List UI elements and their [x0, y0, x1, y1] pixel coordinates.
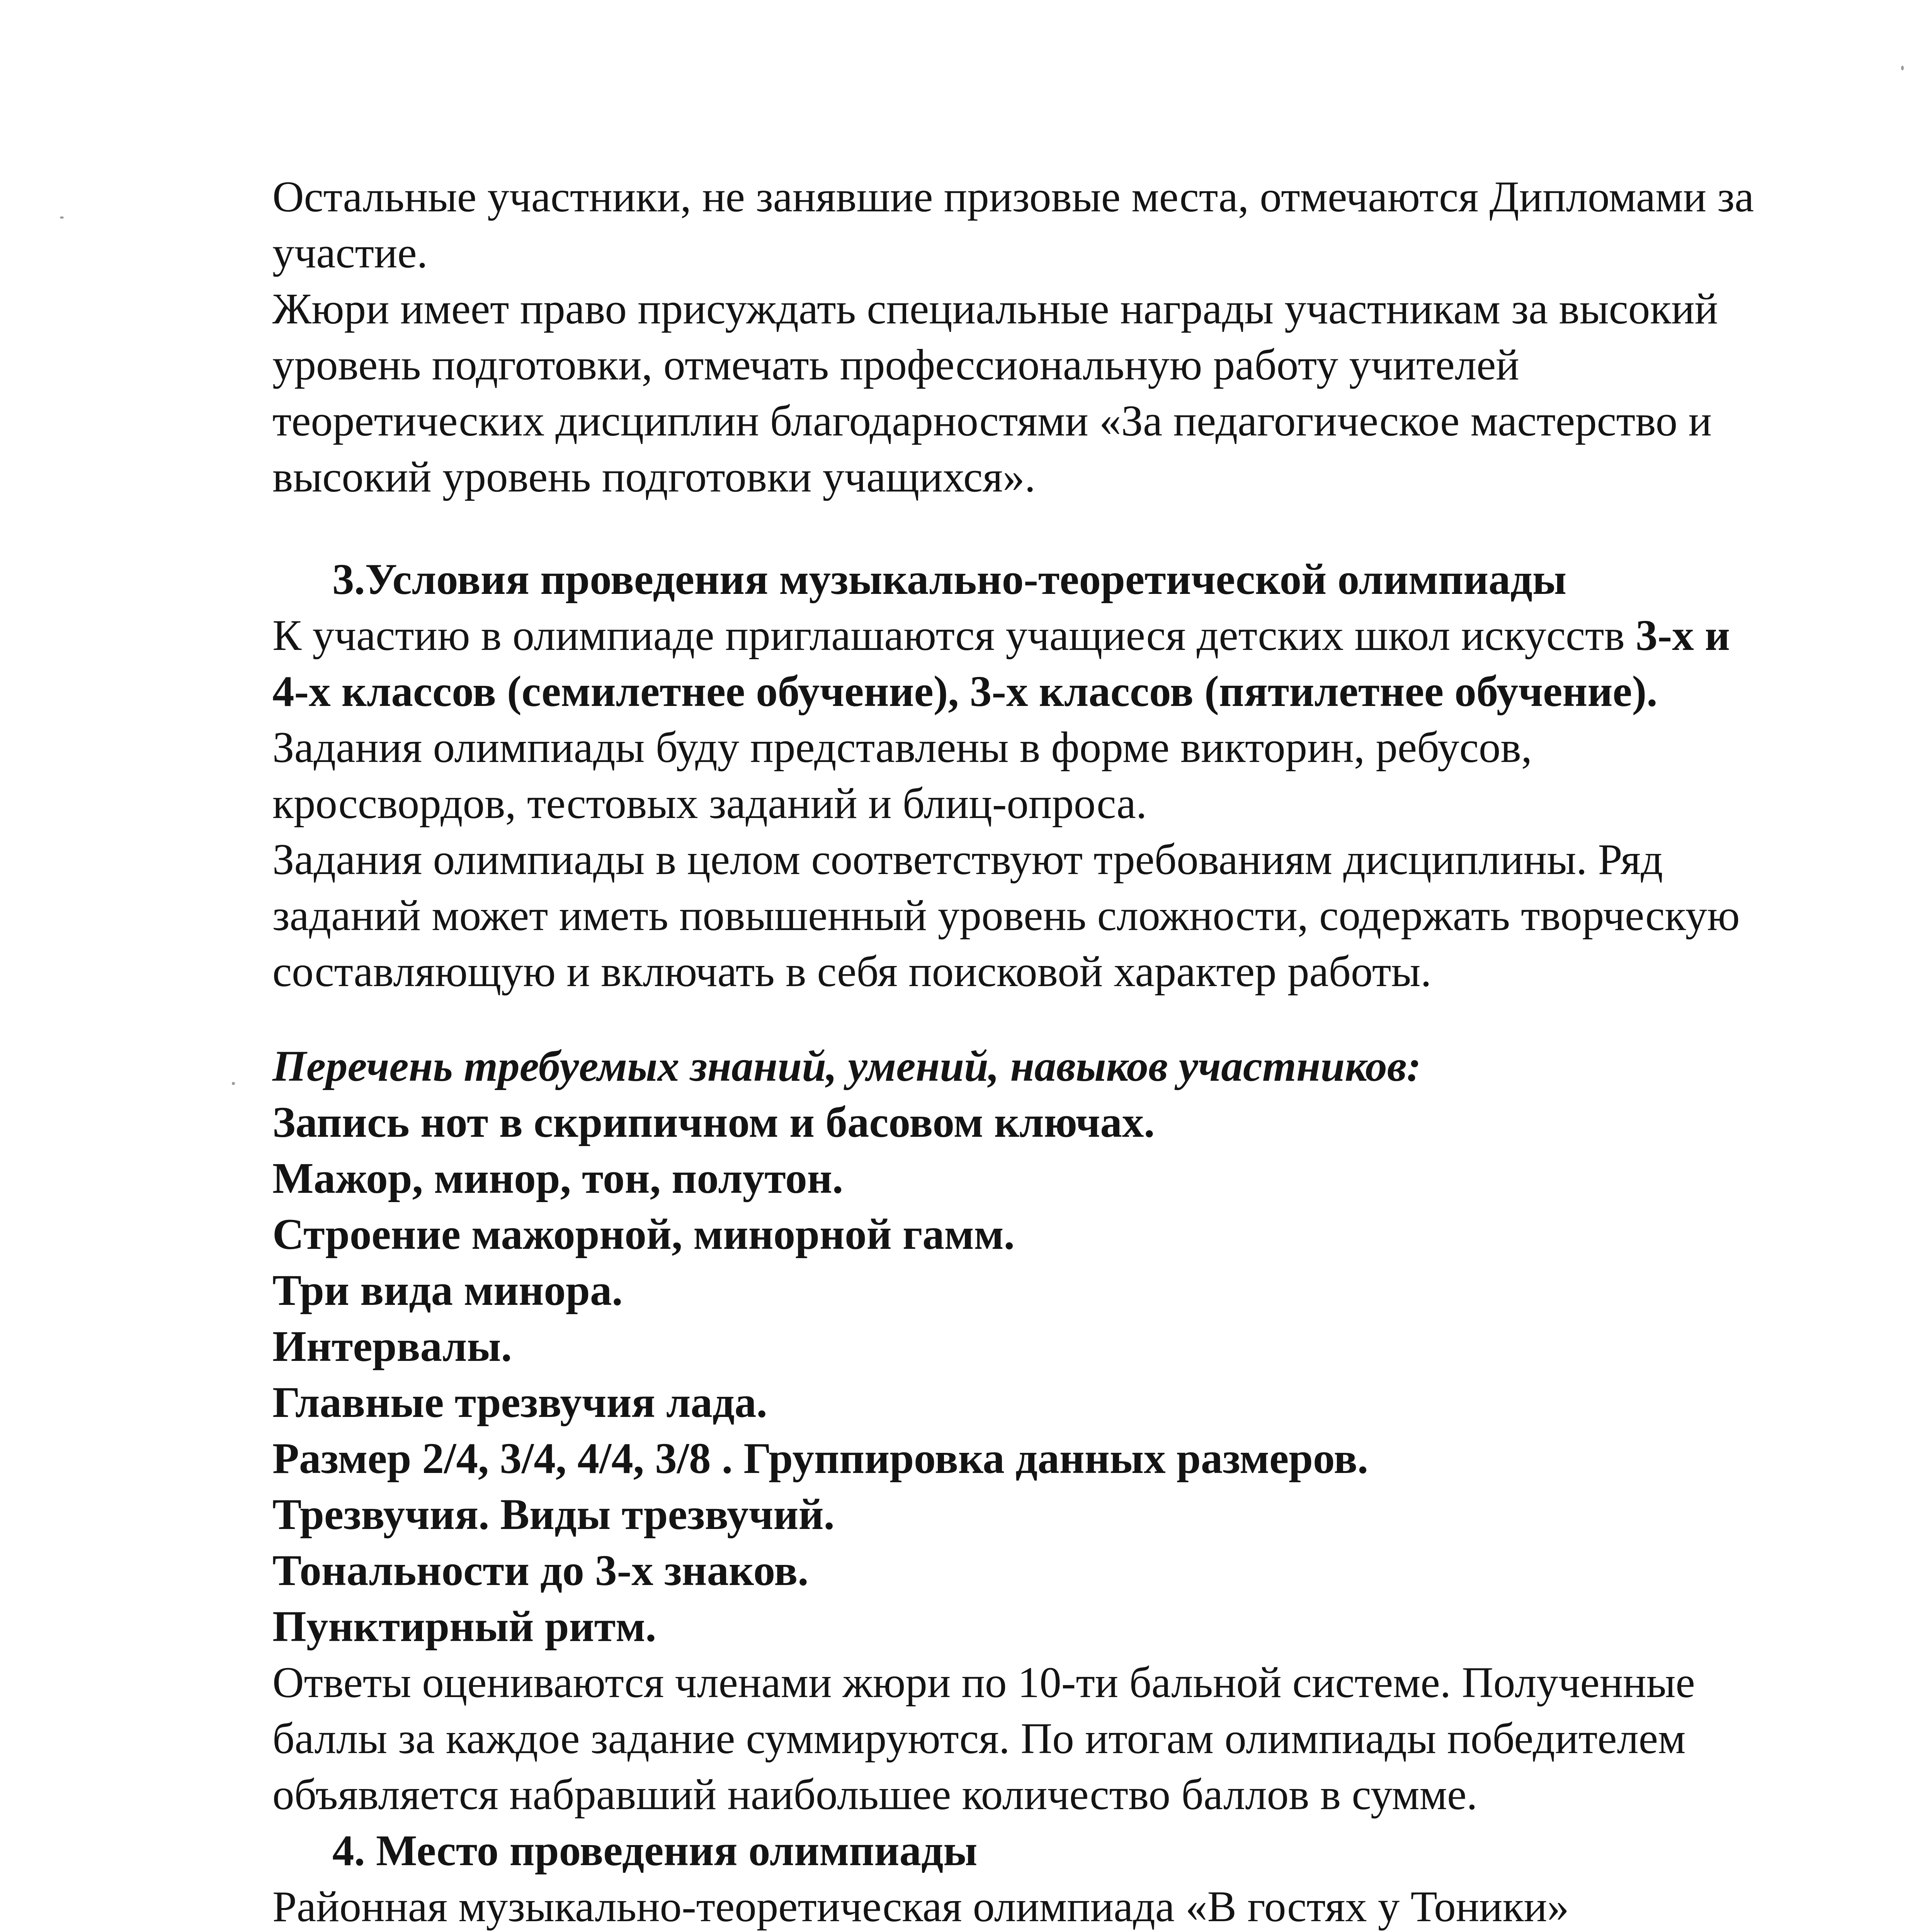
text-line: заданий может иметь повышенный уровень сложности, содержать творческую [272, 891, 1740, 940]
skill-item: Строение мажорной, минорной гамм. [272, 1210, 1015, 1259]
text-line [272, 609, 1730, 663]
section-4-heading: 4. Место проведения олимпиады [332, 1827, 978, 1875]
text-line: Ответы оцениваются членами жюри по 10-ти бальной системе. Полученные [272, 1658, 1695, 1707]
text-span-bold: 3-х и [1636, 611, 1730, 660]
text-line: кроссвордов, тестовых заданий и блиц-опроса. [272, 779, 1147, 828]
text-line: объявляется набравший наибольшее количество баллов в сумме. [272, 1770, 1478, 1819]
scan-speck [60, 216, 64, 219]
text-line: теоретических дисциплин благодарностями «За педагогическое мастерство и [272, 397, 1712, 445]
text-line: высокий уровень подготовки учащихся». [272, 453, 1036, 501]
skill-item: Трезвучия. Виды трезвучий. [272, 1490, 835, 1539]
scan-speck [232, 1082, 235, 1085]
text-line: уровень подготовки, отмечать профессиональную работу учителей [272, 341, 1519, 389]
skill-item: Интервалы. [272, 1322, 512, 1371]
text-line: составляющую и включать в себя поисковой характер работы. [272, 947, 1432, 996]
text-line: Остальные участники, не занявшие призовые места, отмечаются Дипломами за [272, 173, 1754, 221]
skill-item: Запись нот в скрипичном и басовом ключах. [272, 1098, 1155, 1146]
text-line: участие. [272, 229, 428, 277]
skill-item: Три вида минора. [272, 1266, 623, 1315]
text-line: Районная музыкально-теоретическая олимпиада «В гостях у Тоники» [272, 1883, 1569, 1931]
skill-item: Главные трезвучия лада. [272, 1378, 767, 1427]
text-line: Задания олимпиады в целом соответствуют требованиям дисциплины. Ряд [272, 835, 1663, 884]
skill-item: Пунктирный ритм. [272, 1602, 656, 1651]
text-line: Жюри имеет право присуждать специальные награды участникам за высокий [272, 285, 1718, 333]
skill-item: Мажор, минор, тон, полутон. [272, 1154, 844, 1202]
scan-speck [1901, 66, 1904, 70]
text-line-bold: 4-х классов (семилетнее обучение), 3-х классов (пятилетнее обучение). [272, 667, 1658, 716]
skill-item: Размер 2/4, 3/4, 4/4, 3/8 . Группировка данных размеров. [272, 1434, 1368, 1483]
text-line: Задания олимпиады буду представлены в форме викторин, ребусов, [272, 723, 1532, 772]
text-line: баллы за каждое задание суммируются. По итогам олимпиады победителем [272, 1714, 1686, 1763]
text-span: К участию в олимпиаде приглашаются учащиеся детских школ искусств [272, 611, 1636, 660]
skill-item: Тональности до 3-х знаков. [272, 1546, 809, 1595]
section-3-heading: 3.Условия проведения музыкально-теоретической олимпиады [332, 555, 1567, 604]
skills-heading: Перечень требуемых знаний, умений, навыков участников: [272, 1042, 1421, 1090]
